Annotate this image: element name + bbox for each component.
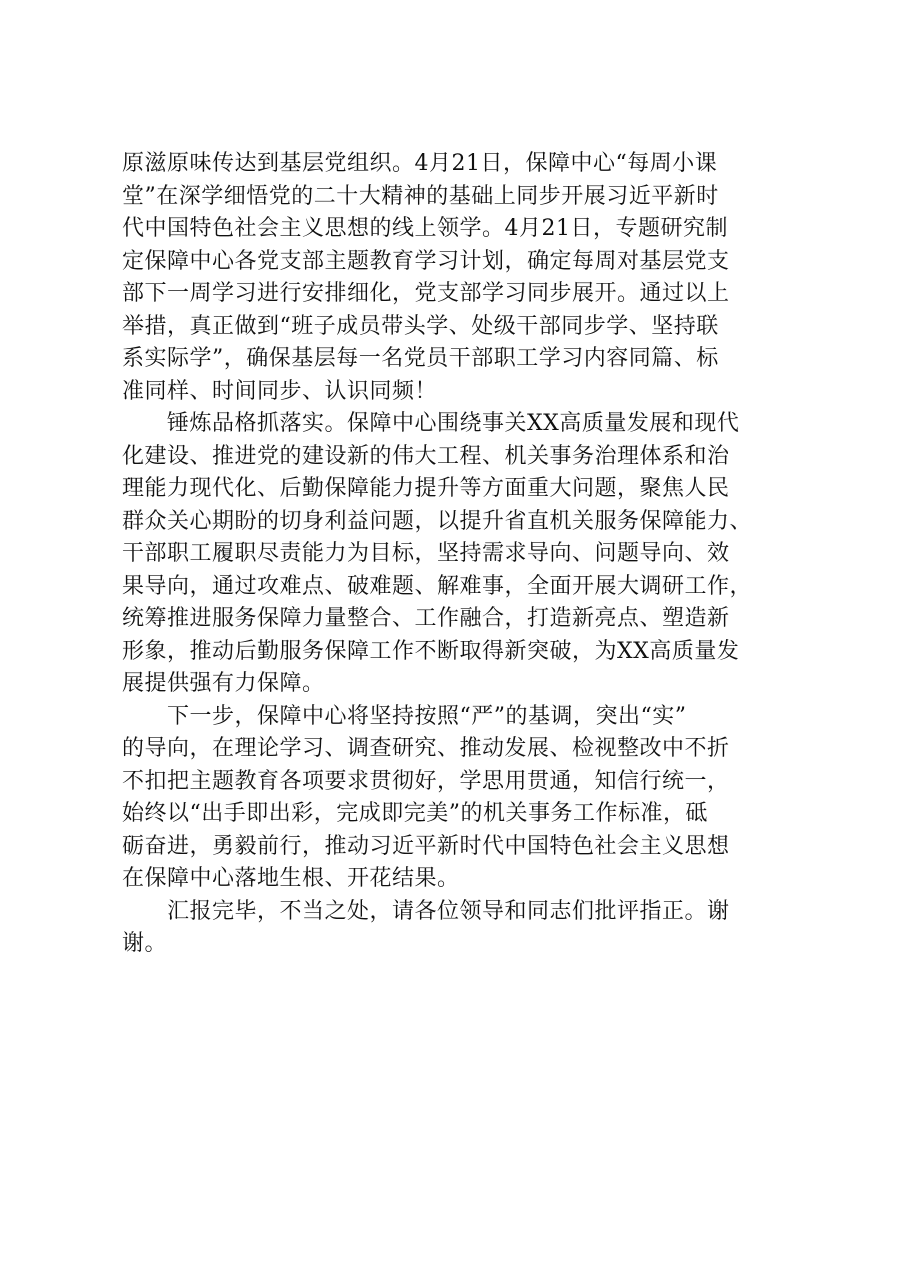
text-line: 干部职工履职尽责能力为目标，坚持需求导向、问题导向、效 [122,541,730,566]
text-line: 代中国特色社会主义思想的线上领学。4月21日，专题研究制 [122,216,728,241]
paragraph-2 [122,408,812,701]
text-line: 锤炼品格抓落实。保障中心围绕事关XX高质量发展和现代 [122,411,740,436]
document-body [122,148,812,961]
paragraph-3 [122,701,812,896]
text-line: 果导向，通过攻难点、破难题、解难事，全面开展大调研工作， [122,573,753,599]
text-line: 的导向，在理论学习、调查研究、推动发展、检视整改中不折 [122,736,730,761]
paragraph-1 [122,148,812,408]
text-line: 砺奋进，勇毅前行，推动习近平新时代中国特色社会主义思想 [122,833,730,859]
text-line: 系实际学”，确保基层每一名党员干部职工学习内容同篇、标 [122,346,719,371]
text-line: 下一步，保障中心将坚持按照“严”的基调，突出“实” [122,703,687,729]
text-line: 理能力现代化、后勤保障能力提升等方面重大问题，聚焦人民 [122,476,730,501]
text-line: 堂”在深学细悟党的二十大精神的基础上同步开展习近平新时 [122,183,719,209]
text-line: 在保障中心落地生根、开花结果。 [122,866,460,891]
text-line: 化建设、推进党的建设新的伟大工程、机关事务治理体系和治 [122,443,730,469]
text-line: 形象，推动后勤服务保障工作不断取得新突破，为XX高质量发 [122,638,740,664]
text-line: 准同样、时间同步、认识同频！ [122,378,438,404]
text-line: 原滋原味传达到基层党组织。4月21日，保障中心“每周小课 [122,151,718,176]
text-line: 部下一周学习进行安排细化，党支部学习同步展开。通过以上 [122,281,730,306]
text-line: 展提供强有力保障。 [122,671,325,696]
text-line: 始终以“出手即出彩，完成即完美”的机关事务工作标准，砥 [122,801,708,826]
text-line: 群众关心期盼的切身利益问题，以提升省直机关服务保障能力、 [122,508,753,534]
text-line: 谢。 [122,931,168,956]
text-line: 统筹推进服务保障力量整合、工作融合，打造新亮点、塑造新 [122,606,730,631]
text-line: 汇报完毕，不当之处，请各位领导和同志们批评指正。谢 [122,898,730,924]
paragraph-4 [122,896,812,961]
text-line: 不扣把主题教育各项要求贯彻好，学思用贯通，知信行统一， [122,768,730,794]
text-line: 定保障中心各党支部主题教育学习计划，确定每周对基层党支 [122,248,730,274]
text-line: 举措，真正做到“班子成员带头学、处级干部同步学、坚持联 [122,313,719,339]
